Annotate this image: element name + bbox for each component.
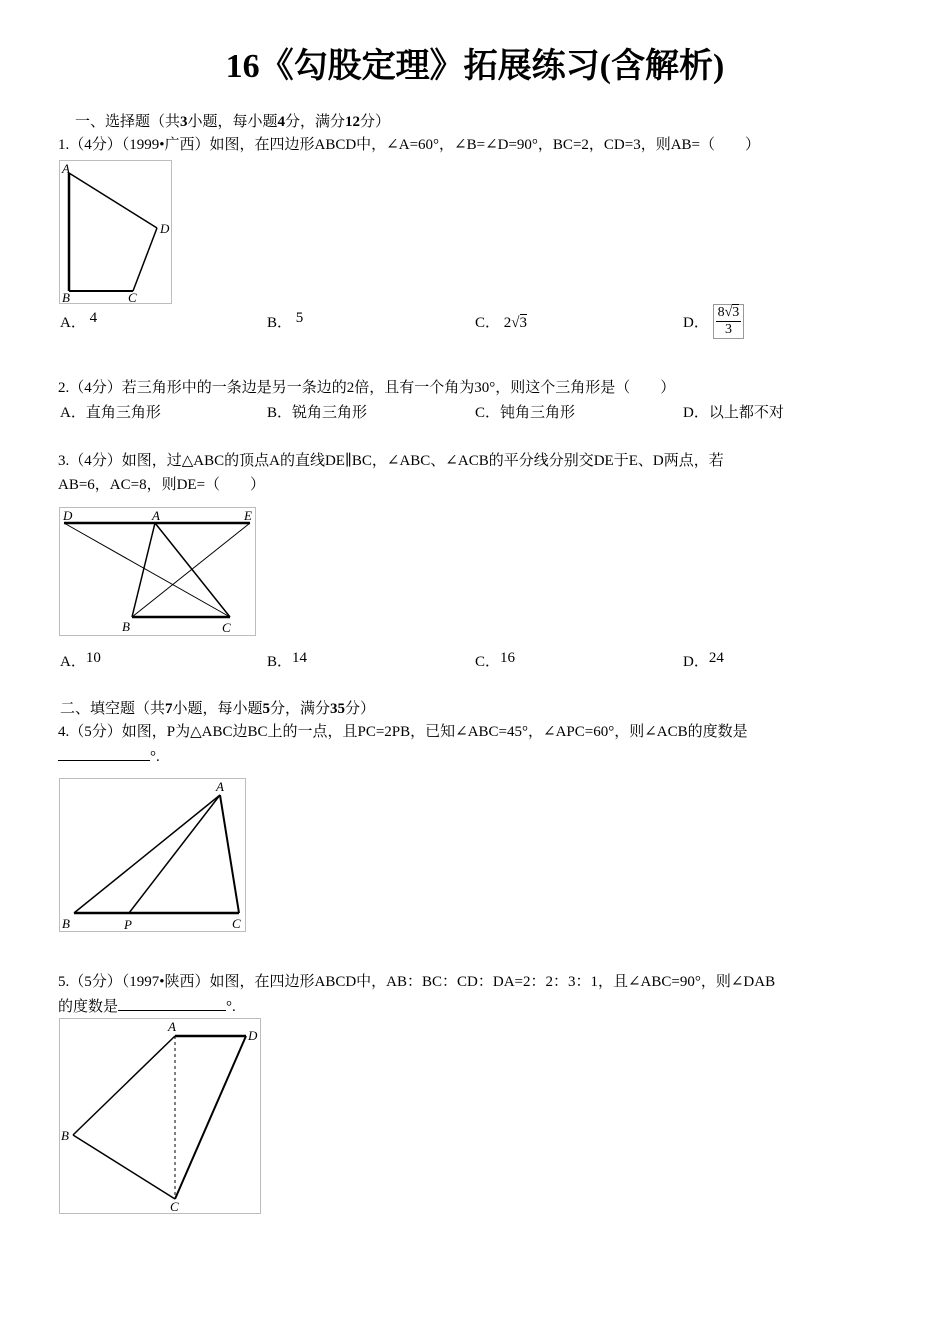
vertex-label-p: P — [124, 917, 132, 932]
vertex-label-d: D — [63, 508, 73, 523]
question-5-line-2: 的度数是 °. — [58, 996, 236, 1018]
q1-option-d[interactable]: D． $\frac{8√3}{3}$ — [683, 304, 744, 339]
edge-ab — [73, 1036, 175, 1135]
vertex-label-c: C — [128, 290, 137, 304]
question-5-line-1: 5.（5分）（1997•陕西）如图，在四边形ABCD中，AB：BC：CD：DA=2：2：3：1，且∠ABC=90°，则∠DAB — [58, 974, 776, 990]
section-2-header: 二、填空题（共7小题，每小题5分，满分35分） — [60, 701, 376, 717]
vertex-label-d: D — [160, 221, 170, 236]
q3-option-c[interactable]: C．16 — [475, 650, 516, 670]
vertex-label-a: A — [62, 161, 70, 176]
q1-option-b[interactable]: B． 5 — [267, 310, 304, 331]
vertex-label-a: A — [168, 1019, 176, 1034]
question-3-figure — [59, 507, 256, 636]
sqrt-icon: √ — [724, 305, 733, 320]
edge-ab — [74, 795, 220, 913]
vertex-label-b: B — [61, 1128, 69, 1143]
q2-option-a[interactable]: A．直角三角形 — [60, 405, 161, 421]
question-1-figure — [59, 160, 172, 304]
vertex-label-c: C — [170, 1199, 179, 1214]
vertex-label-b: B — [122, 619, 130, 634]
edge-cd — [133, 228, 157, 291]
page-title: 16《勾股定理》拓展练习(含解析) — [225, 48, 725, 85]
q2-option-d[interactable]: D．以上都不对 — [683, 405, 784, 421]
edge-ab — [132, 523, 155, 617]
q3-option-b[interactable]: B．14 — [267, 650, 308, 670]
sqrt-icon: √ — [511, 315, 520, 331]
question-4-answer-line: °. — [58, 746, 160, 768]
edge-ac — [155, 523, 230, 617]
vertex-label-d: D — [248, 1028, 258, 1043]
vertex-label-b: B — [62, 916, 70, 931]
q2-option-b[interactable]: B．锐角三角形 — [267, 405, 368, 421]
question-3-line-1: 3.（4分）如图，过△ABC的顶点A的直线DE∥BC，∠ABC、∠ACB的平分线分别交DE于E、D两点，若 — [58, 453, 724, 469]
vertex-label-a: A — [152, 508, 160, 523]
edge-ac — [220, 795, 239, 913]
question-4-line-1: 4.（5分）如图，P为△ABC边BC上的一点，且PC=2PB，已知∠ABC=45°，∠APC=60°，则∠ACB的度数是 — [58, 724, 748, 740]
q3-option-d[interactable]: D．24 — [683, 650, 724, 670]
question-5-figure — [59, 1018, 261, 1214]
question-1-text: 1.（4分）（1999•广西）如图，在四边形ABCD中，∠A=60°，∠B=∠D=90°，BC=2，CD=3，则AB=（ ） — [58, 137, 760, 153]
edge-cd — [175, 1036, 246, 1199]
answer-blank[interactable] — [118, 996, 226, 1011]
fraction: $\frac{8√3}{3}$ — [713, 304, 745, 339]
q3-option-a[interactable]: A．10 — [60, 650, 101, 670]
bisector-cd — [64, 523, 230, 617]
vertex-label-c: C — [232, 916, 241, 931]
answer-blank[interactable] — [58, 746, 150, 761]
q1-option-a[interactable]: A． 4 — [60, 310, 98, 331]
question-3-line-2: AB=6，AC=8，则DE=（ ） — [58, 477, 266, 493]
q2-option-c[interactable]: C．钝角三角形 — [475, 405, 576, 421]
q1-option-c[interactable]: C． 2√3 — [475, 315, 527, 331]
question-4-figure — [59, 778, 246, 932]
vertex-label-a: A — [216, 779, 224, 794]
vertex-label-e: E — [244, 508, 252, 523]
segment-ap — [129, 795, 220, 913]
question-2-text: 2.（4分）若三角形中的一条边是另一条边的2倍，且有一个角为30°，则这个三角形是（ ） — [58, 380, 676, 396]
vertex-label-b: B — [62, 290, 70, 304]
edge-bc — [73, 1135, 175, 1199]
edge-ad — [69, 173, 157, 228]
bisector-be — [132, 523, 250, 617]
vertex-label-c: C — [222, 620, 231, 635]
section-1-header: 一、选择题（共3小题，每小题4分，满分12分） — [75, 114, 391, 130]
